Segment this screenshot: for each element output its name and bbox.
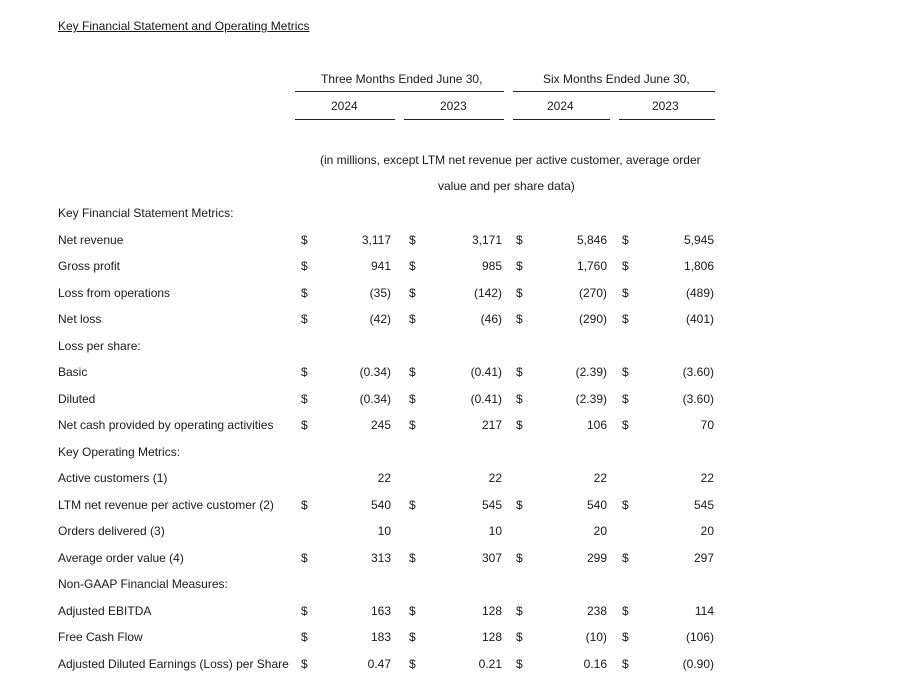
cell-value: (106) [685, 630, 714, 644]
cell-value: 297 [693, 551, 714, 565]
currency-symbol: $ [622, 286, 629, 300]
section-label: Loss per share: [58, 339, 141, 353]
section-label: Key Operating Metrics: [58, 445, 181, 459]
cell-value: 106 [586, 418, 607, 432]
currency-symbol: $ [622, 630, 629, 644]
cell-value: 313 [370, 551, 391, 565]
year-rule [295, 119, 395, 120]
currency-symbol: $ [301, 657, 308, 671]
currency-symbol: $ [622, 418, 629, 432]
cell-value: 22 [488, 471, 502, 485]
currency-symbol: $ [516, 657, 523, 671]
header-six-months: Six Months Ended June 30, [543, 72, 690, 86]
currency-symbol: $ [622, 312, 629, 326]
currency-symbol: $ [301, 312, 308, 326]
cell-value: (2.39) [575, 365, 607, 379]
cell-value: (46) [480, 312, 502, 326]
cell-value: 20 [593, 524, 607, 538]
row-label: Net loss [58, 312, 102, 326]
currency-symbol: $ [301, 630, 308, 644]
cell-value: 238 [586, 604, 607, 618]
section-label: Key Financial Statement Metrics: [58, 206, 234, 220]
currency-symbol: $ [301, 233, 308, 247]
cell-value: (2.39) [575, 392, 607, 406]
cell-value: 5,945 [683, 233, 714, 247]
row-label: Gross profit [58, 259, 121, 273]
currency-symbol: $ [516, 418, 523, 432]
cell-value: 22 [593, 471, 607, 485]
row-label: Adjusted Diluted Earnings (Loss) per Share [58, 657, 289, 671]
currency-symbol: $ [516, 630, 523, 644]
cell-value: 545 [693, 498, 714, 512]
year-rule [619, 119, 715, 120]
cell-value: (290) [578, 312, 607, 326]
currency-symbol: $ [622, 657, 629, 671]
currency-symbol: $ [516, 365, 523, 379]
cell-value: 128 [481, 604, 502, 618]
currency-symbol: $ [409, 365, 416, 379]
cell-value: (42) [369, 312, 391, 326]
year-rule [404, 119, 504, 120]
cell-value: 540 [370, 498, 391, 512]
year-header: 2024 [547, 99, 574, 113]
row-label: Orders delivered (3) [58, 524, 165, 538]
row-label: Average order value (4) [58, 551, 184, 565]
currency-symbol: $ [622, 551, 629, 565]
currency-symbol: $ [409, 312, 416, 326]
currency-symbol: $ [516, 233, 523, 247]
cell-value: 10 [488, 524, 502, 538]
currency-symbol: $ [409, 630, 416, 644]
row-label: Adjusted EBITDA [58, 604, 152, 618]
currency-symbol: $ [516, 498, 523, 512]
cell-value: 70 [700, 418, 714, 432]
currency-symbol: $ [622, 498, 629, 512]
cell-value: (0.34) [359, 365, 391, 379]
currency-symbol: $ [409, 392, 416, 406]
cell-value: 114 [694, 604, 714, 618]
currency-symbol: $ [409, 286, 416, 300]
year-header: 2023 [652, 99, 679, 113]
section-label: Non-GAAP Financial Measures: [58, 577, 228, 591]
cell-value: 10 [377, 524, 391, 538]
currency-symbol: $ [301, 259, 308, 273]
currency-symbol: $ [409, 259, 416, 273]
currency-symbol: $ [516, 604, 523, 618]
cell-value: (0.41) [470, 365, 502, 379]
cell-value: (489) [685, 286, 714, 300]
cell-value: 183 [370, 630, 391, 644]
cell-value: 128 [481, 630, 502, 644]
cell-value: 540 [586, 498, 607, 512]
cell-value: 217 [481, 418, 502, 432]
currency-symbol: $ [516, 286, 523, 300]
currency-symbol: $ [516, 551, 523, 565]
header-rule-three-months [295, 91, 504, 92]
cell-value: 3,117 [361, 233, 391, 247]
row-label: Loss from operations [58, 286, 171, 300]
cell-value: (142) [473, 286, 502, 300]
row-label: Basic [58, 365, 88, 379]
currency-symbol: $ [409, 604, 416, 618]
cell-value: (0.90) [682, 657, 714, 671]
currency-symbol: $ [301, 418, 308, 432]
currency-symbol: $ [409, 418, 416, 432]
header-three-months: Three Months Ended June 30, [321, 72, 483, 86]
currency-symbol: $ [409, 233, 416, 247]
row-label: Net cash provided by operating activities [58, 418, 274, 432]
row-label: LTM net revenue per active customer (2) [58, 498, 274, 512]
row-label: Net revenue [58, 233, 124, 247]
row-label: Diluted [58, 392, 96, 406]
row-label: Active customers (1) [58, 471, 168, 485]
cell-value: 3,171 [471, 233, 502, 247]
units-note-line2: value and per share data) [438, 179, 575, 193]
cell-value: (3.60) [682, 392, 714, 406]
currency-symbol: $ [301, 498, 308, 512]
currency-symbol: $ [516, 312, 523, 326]
currency-symbol: $ [622, 259, 629, 273]
cell-value: (35) [369, 286, 391, 300]
cell-value: (401) [685, 312, 714, 326]
cell-value: (0.41) [470, 392, 502, 406]
currency-symbol: $ [622, 365, 629, 379]
header-rule-six-months [513, 91, 715, 92]
cell-value: 163 [370, 604, 391, 618]
cell-value: 22 [700, 471, 714, 485]
currency-symbol: $ [301, 604, 308, 618]
currency-symbol: $ [516, 392, 523, 406]
cell-value: 20 [700, 524, 714, 538]
currency-symbol: $ [301, 392, 308, 406]
currency-symbol: $ [301, 551, 308, 565]
currency-symbol: $ [516, 259, 523, 273]
cell-value: 307 [481, 551, 502, 565]
currency-symbol: $ [301, 365, 308, 379]
currency-symbol: $ [409, 551, 416, 565]
currency-symbol: $ [622, 392, 629, 406]
cell-value: 5,846 [576, 233, 607, 247]
cell-value: (0.34) [359, 392, 391, 406]
units-note-line1: (in millions, except LTM net revenue per active customer, average order [320, 153, 701, 167]
year-header: 2024 [331, 99, 358, 113]
cell-value: 1,760 [576, 259, 607, 273]
cell-value: (270) [578, 286, 607, 300]
cell-value: 1,806 [683, 259, 714, 273]
currency-symbol: $ [622, 604, 629, 618]
year-rule [513, 119, 610, 120]
cell-value: 0.16 [583, 657, 607, 671]
cell-value: 22 [377, 471, 391, 485]
year-header: 2023 [440, 99, 467, 113]
cell-value: (3.60) [682, 365, 714, 379]
currency-symbol: $ [622, 233, 629, 247]
cell-value: 299 [586, 551, 607, 565]
cell-value: 985 [481, 259, 502, 273]
cell-value: 0.47 [367, 657, 391, 671]
cell-value: 245 [370, 418, 391, 432]
cell-value: (10) [585, 630, 607, 644]
currency-symbol: $ [409, 498, 416, 512]
cell-value: 545 [481, 498, 502, 512]
page-title: Key Financial Statement and Operating Metrics [58, 19, 310, 33]
cell-value: 0.21 [478, 657, 502, 671]
row-label: Free Cash Flow [58, 630, 143, 644]
currency-symbol: $ [409, 657, 416, 671]
currency-symbol: $ [301, 286, 308, 300]
cell-value: 941 [370, 259, 391, 273]
